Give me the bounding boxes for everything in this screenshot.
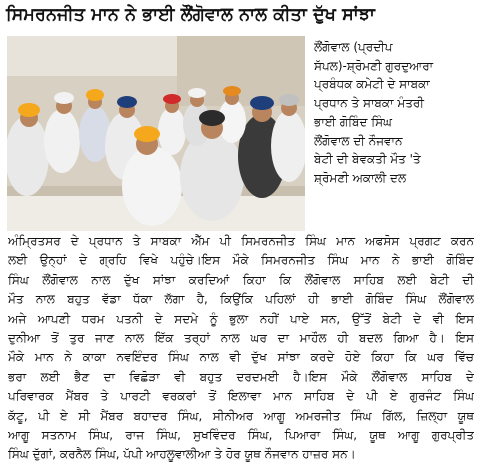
headline: ਸਿਮਰਨਜੀਤ ਮਾਨ ਨੇ ਭਾਈ ਲੌਂਗੋਵਾਲ ਨਾਲ ਕੀਤਾ ਦੁੱਖ ਸਾਂਝਾ <box>6 5 375 25</box>
article-body <box>8 232 474 465</box>
intro-line: ਪ੍ਰਬੰਧਕ ਕਮੇਟੀ ਦੇ ਸਾਬਕਾ <box>314 77 430 92</box>
body-line: ਪਰਿਵਾਰਕ ਮੈਂਬਰ ਤੇ ਪਾਰਟੀ ਵਰਕਰਾਂ ਤੋਂ ਇਲਾਵਾ ਮਾਨ ਸਾਹਿਬ ਦੇ ਪੀ ਏ ਗੁਰਜੰਟ ਸਿੰਘ <box>8 389 474 404</box>
body-line: ਅੰਮ੍ਰਿਤਸਰ ਦੇ ਪ੍ਰਧਾਨ ਤੇ ਸਾਬਕਾ ਐੱਮ ਪੀ ਸਿਮਰਨਜੀਤ ਸਿੰਘ ਮਾਨ ਅਫਸੋਸ ਪ੍ਰਗਟ ਕਰਨ <box>8 234 474 248</box>
intro-line: ਭਾਈ ਗੋਬਿੰਦ ਸਿੰਘ <box>314 114 392 129</box>
intro-line: ਲੌਂਗੋਵਾਲ (ਪ੍ਰਦੀਪ <box>314 40 393 54</box>
body-line: ਕੱਟੂ, ਪੀ ਏ ਸੀ ਮੈਂਬਰ ਬਹਾਦਰ ਸਿੰਘ, ਸੀਨੀਅਰ ਆਗੂ ਅਮਰਜੀਤ ਸਿੰਘ ਗਿੱਲ, ਜ਼ਿਲ੍ਹਾ ਯੂਥ <box>8 408 474 423</box>
body-line: ਮੌਤ ਨਾਲ ਬਹੁਤ ਵੱਡਾ ਧੱਕਾ ਲੱਗਾ ਹੈ, ਕਿਉਂਕਿ ਪਹਿਲਾਂ ਹੀ ਭਾਈ ਗੋਬਿੰਦ ਸਿੰਘ ਲੌਂਗੋਵਾਲ <box>8 292 474 307</box>
body-line: ਮੌਕੇ ਮਾਨ ਨੇ ਕਾਕਾ ਨਵਇੰਦਰ ਸਿੰਘ ਨਾਲ ਵੀ ਦੁੱਖ ਸਾਂਝਾ ਕਰਦੇ ਹੋਏ ਕਿਹਾ ਕਿ ਘਰ ਵਿੱਚ <box>8 350 474 365</box>
intro-line: ਸ਼੍ਰੋਮਣੀ ਅਕਾਲੀ ਦਲ <box>314 170 407 185</box>
body-line: ਸਿੰਘ ਲੌਂਗੋਵਾਲ ਨਾਲ ਦੁੱਖ ਸਾਂਝਾ ਕਰਦਿਆਂ ਕਿਹਾ ਕਿ ਲੌਂਗੋਵਾਲ ਸਾਹਿਬ ਲਈ ਬੇਟੀ ਦੀ <box>8 272 474 287</box>
body-line: ਅਜੇ ਆਪਣੀ ਧਰਮ ਪਤਨੀ ਦੇ ਸਦਮੇ ਨੂੰ ਭੁਲਾ ਨਹੀਂ ਪਾਏ ਸਨ, ਉੱਤੋਂ ਬੇਟੀ ਦੇ ਵੀ ਇਸ <box>8 311 474 326</box>
body-line: ਲਈ ਉਨ੍ਹਾਂ ਦੇ ਗ੍ਰਹਿ ਵਿਖੇ ਪਹੁੰਚੇ।ਇਸ ਮੌਕੇ ਸਿਮਰਨਜੀਤ ਸਿੰਘ ਮਾਨ ਨੇ ਭਾਈ ਗੋਬਿੰਦ <box>8 253 474 268</box>
body-line: ਦੁਨੀਆ ਤੋਂ ਤੁਰ ਜਾਣ ਨਾਲ ਇੱਕ ਤਰ੍ਹਾਂ ਨਾਲ ਘਰ ਦਾ ਮਾਹੌਲ ਹੀ ਬਦਲ ਗਿਆ ਹੈ। ਇਸ <box>8 331 474 346</box>
news-photo <box>7 36 305 231</box>
intro-line: ਸੱਪਲ)-ਸ਼੍ਰੋਮਣੀ ਗੁਰਦੁਆਰਾ <box>314 58 434 73</box>
intro-line: ਬੇਟੀ ਦੀ ਬੇਵਕਤੀ ਮੌਤ 'ਤੇ <box>314 152 421 167</box>
body-line: ਆਗੂ ਸਤਨਾਮ ਸਿੰਘ, ਰਾਜ ਸਿੰਘ, ਸੁਖਵਿੰਦਰ ਸਿੰਘ, ਪਿਆਰਾ ਸਿੰਘ, ਯੂਥ ਆਗੂ ਗੁਰਪ੍ਰੀਤ <box>8 428 474 443</box>
body-line: ਭਰਾ ਲਈ ਭੈਣ ਦਾ ਵਿਛੋੜਾ ਵੀ ਬਹੁਤ ਦਰਦਮਈ ਹੈ।ਇਸ ਮੌਕੇ ਲੌਂਗੋਵਾਲ ਸਾਹਿਬ ਦੇ <box>8 369 474 384</box>
intro-line: ਲੌਂਗੋਵਾਲ ਦੀ ਨੌਜਵਾਨ <box>314 133 403 148</box>
intro-line: ਪ੍ਰਧਾਨ ਤੇ ਸਾਬਕਾ ਮੰਤਰੀ <box>314 96 424 111</box>
body-line: ਸਿੰਘ ਦੁੱਗਾਂ, ਕਰਨੈਲ ਸਿੰਘ, ਪੱਪੀ ਆਹਲੂਵਾਲੀਆ ਤੇ ਹੋਰ ਯੂਥ ਨੌਜਵਾਨ ਹਾਜ਼ਰ ਸਨ। <box>8 447 356 462</box>
gathering-photo-illustration <box>7 36 305 231</box>
intro-column <box>314 38 474 188</box>
